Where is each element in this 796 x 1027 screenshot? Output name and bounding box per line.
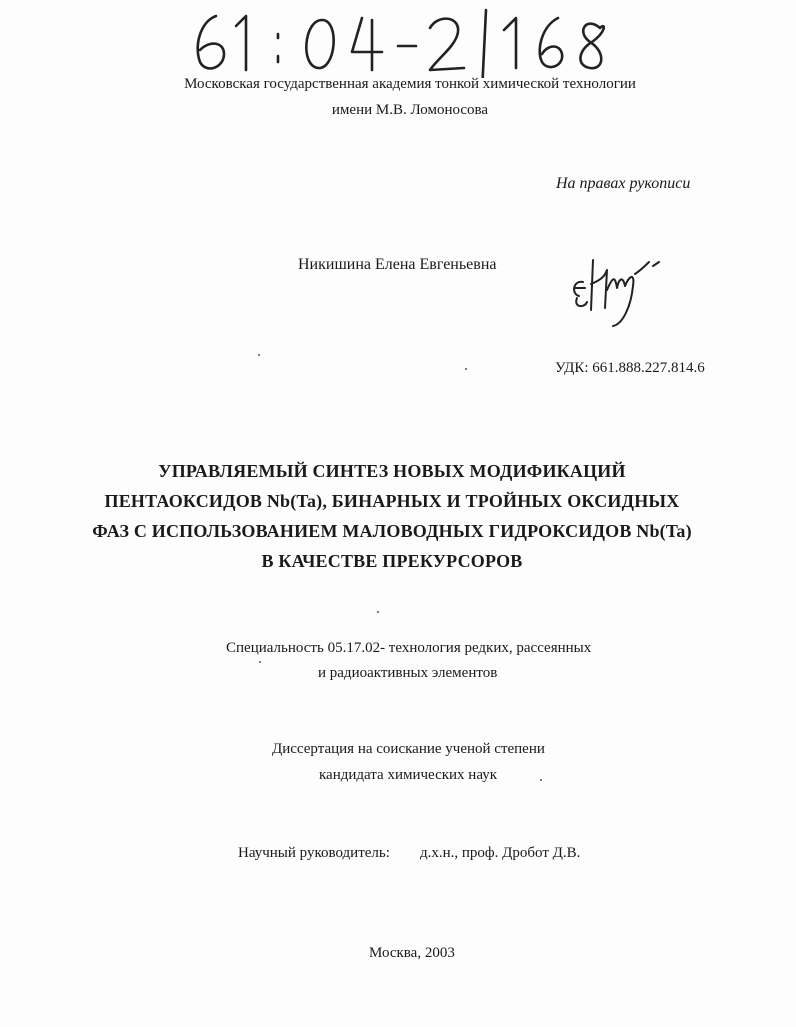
dissertation-degree-line2: кандидата химических наук	[319, 767, 498, 783]
scan-speck	[540, 779, 542, 781]
author-signature	[565, 246, 675, 330]
scan-speck	[377, 611, 379, 613]
institution-name-line2: имени М.В. Ломоносова	[331, 102, 489, 118]
handwritten-archive-code	[186, 6, 626, 78]
dissertation-degree-line1: Диссертация на соискание ученой степени	[272, 741, 545, 757]
dissertation-title-line3: ФАЗ С ИСПОЛЬЗОВАНИЕМ МАЛОВОДНЫХ ГИДРОКСИДОВ Nb(Ta)	[92, 521, 692, 541]
dissertation-title-line2: ПЕНТАОКСИДОВ Nb(Ta), БИНАРНЫХ И ТРОЙНЫХ ОКСИДНЫХ	[104, 491, 680, 511]
scan-speck	[465, 368, 467, 370]
specialty-line1: Специальность 05.17.02- технология редких, рассеянных	[226, 640, 592, 656]
city-year: Москва, 2003	[369, 945, 455, 961]
specialty-line2: и радиоактивных элементов	[318, 665, 498, 681]
scan-speck	[259, 661, 261, 663]
dissertation-title-line4: В КАЧЕСТВЕ ПРЕКУРСОРОВ	[261, 551, 523, 571]
supervisor-label: Научный руководитель:	[238, 845, 390, 861]
manuscript-rights-note: На правах рукописи	[556, 175, 691, 192]
institution-name: Московская государственная академия тонкой химической технологии	[184, 76, 636, 92]
author-name: Никишина Елена Евгеньевна	[298, 256, 497, 273]
supervisor-name: д.х.н., проф. Дробот Д.В.	[420, 845, 581, 861]
udc-code: УДК: 661.888.227.814.6	[555, 360, 705, 376]
dissertation-title-line1: УПРАВЛЯЕМЫЙ СИНТЕЗ НОВЫХ МОДИФИКАЦИЙ	[158, 461, 626, 481]
scan-speck	[258, 354, 260, 356]
